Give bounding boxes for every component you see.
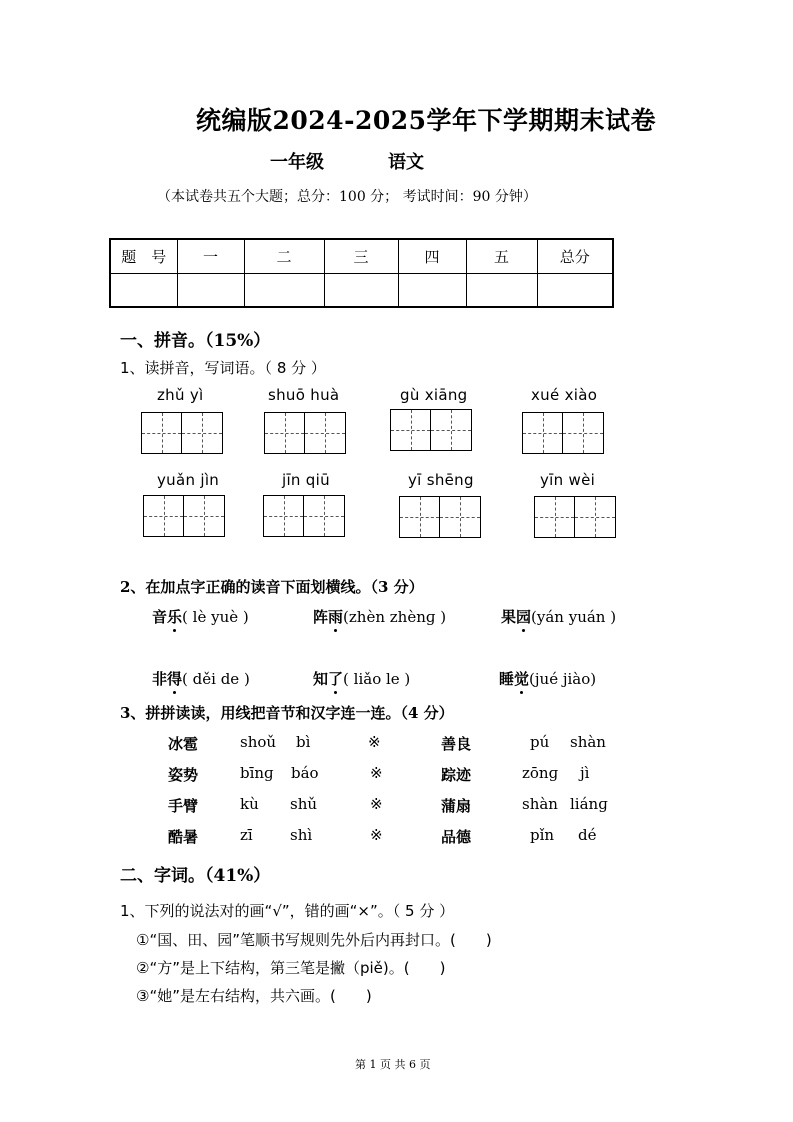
word-char: 阵 [313, 608, 329, 626]
match-syllable[interactable]: báo [291, 764, 319, 782]
dotted-word-item [152, 606, 249, 627]
subject-label: 语文 [388, 152, 424, 173]
match-syllable[interactable]: liánɡ [570, 795, 608, 813]
match-syllable[interactable]: shǔ [290, 795, 318, 813]
true-false-item[interactable]: ②“方”是上下结构，第三笔是撇（piě)。( ) [136, 959, 446, 977]
score-header-cell: 二 [244, 239, 324, 273]
dotted-char: 了 [328, 670, 344, 688]
score-table [109, 238, 614, 308]
writing-grid[interactable] [390, 409, 472, 451]
exam-note: （本试卷共五个大题；总分：100 分； 考试时间：90 分钟） [157, 189, 537, 205]
writing-grid[interactable] [143, 495, 225, 537]
section1-title: 一、拼音。（15%） [120, 331, 271, 351]
pinyin-label: yīn wèi [540, 471, 596, 489]
separator-mark: ※ [370, 764, 383, 782]
score-header-cell: 五 [466, 239, 537, 273]
pinyin-label: shuō huà [268, 386, 340, 404]
score-blank-cell[interactable] [398, 273, 466, 307]
match-word[interactable]: 善良 [441, 735, 472, 753]
match-syllable[interactable]: bīnɡ [240, 764, 274, 782]
reading-options[interactable]: (yán yuán ) [531, 608, 617, 626]
score-header-cell: 三 [324, 239, 398, 273]
match-word[interactable]: 姿势 [168, 766, 199, 784]
grade-label: 一年级 [270, 152, 324, 173]
writing-grid[interactable] [264, 412, 346, 454]
score-blank-cell[interactable] [324, 273, 398, 307]
dotted-word-item [499, 668, 596, 689]
pinyin-label: xué xiào [531, 386, 598, 404]
dotted-word-item [313, 606, 446, 627]
pinyin-label: gù xiāng [400, 386, 468, 404]
dotted-char: 觉 [514, 670, 530, 688]
match-syllable[interactable]: zōnɡ [522, 764, 559, 782]
score-blank-cell[interactable] [177, 273, 244, 307]
true-false-item[interactable]: ③“她”是左右结构，共六画。( ) [136, 987, 372, 1005]
s2-q1-prompt: 1、下列的说法对的画“√”，错的画“×”。（ 5 分 ） [120, 902, 455, 920]
score-table-header-row [110, 239, 613, 273]
score-blank-cell[interactable] [110, 273, 177, 307]
q2-prompt: 2、在加点字正确的读音下面划横线。（3 分） [120, 578, 424, 596]
match-word[interactable]: 踪迹 [441, 766, 472, 784]
dotted-char: 得 [167, 670, 183, 688]
q1-prompt: 1、读拼音，写词语。（ 8 分 ） [120, 359, 326, 377]
exam-title: 统编版2024-2025学年下学期期末试卷 [196, 106, 657, 135]
q3-prompt: 3、拼拼读读，用线把音节和汉字连一连。（4 分） [120, 704, 454, 722]
true-false-item[interactable]: ①“国、田、园”笔顺书写规则先外后内再封口。( ) [136, 931, 492, 949]
match-syllable[interactable]: shàn [522, 795, 558, 813]
pinyin-label: yuǎn jìn [157, 471, 220, 489]
match-syllable[interactable]: shoǔ [240, 733, 277, 751]
match-syllable[interactable]: dé [578, 826, 597, 844]
match-word[interactable]: 蒲扇 [441, 797, 472, 815]
score-header-cell: 四 [398, 239, 466, 273]
match-syllable[interactable]: shì [290, 826, 313, 844]
match-syllable[interactable]: zī [240, 826, 253, 844]
score-blank-cell[interactable] [244, 273, 324, 307]
reading-options[interactable]: (zhèn zhènɡ ) [343, 608, 447, 626]
match-syllable[interactable]: pǐn [530, 826, 555, 844]
match-word[interactable]: 手臂 [168, 797, 199, 815]
score-header-cell: 一 [177, 239, 244, 273]
match-syllable[interactable]: bì [296, 733, 311, 751]
word-char: 音 [152, 608, 168, 626]
score-header-cell: 题 号 [110, 239, 177, 273]
writing-grid[interactable] [534, 496, 616, 538]
match-syllable[interactable]: jì [580, 764, 590, 782]
page-number: 第 1 页 共 6 页 [355, 1058, 431, 1071]
writing-grid[interactable] [399, 496, 481, 538]
score-blank-cell[interactable] [466, 273, 537, 307]
pinyin-label: yī shēng [408, 471, 474, 489]
section2-title: 二、字词。（41%） [120, 866, 271, 886]
match-word[interactable]: 酷暑 [168, 828, 199, 846]
pinyin-label: zhǔ yì [157, 386, 204, 404]
reading-options[interactable]: ( děi de ) [182, 670, 250, 688]
dotted-char: 雨 [328, 608, 344, 626]
word-char: 知 [313, 670, 329, 688]
match-word[interactable]: 冰雹 [168, 735, 199, 753]
word-char: 睡 [499, 670, 515, 688]
writing-grid[interactable] [263, 495, 345, 537]
word-char: 非 [152, 670, 168, 688]
separator-mark: ※ [370, 795, 383, 813]
reading-options[interactable]: (jué jiào) [529, 670, 597, 688]
match-syllable[interactable]: shàn [570, 733, 606, 751]
dotted-word-item [501, 606, 616, 627]
match-word[interactable]: 品德 [441, 828, 472, 846]
score-header-cell: 总分 [537, 239, 613, 273]
separator-mark: ※ [368, 733, 381, 751]
match-syllable[interactable]: pú [530, 733, 550, 751]
word-char: 果 [501, 608, 517, 626]
score-blank-cell[interactable] [537, 273, 613, 307]
pinyin-label: jīn qiū [282, 471, 330, 489]
dotted-char: 乐 [167, 608, 183, 626]
reading-options[interactable]: ( liǎo le ) [343, 670, 411, 688]
writing-grid[interactable] [522, 412, 604, 454]
score-table-blank-row [110, 273, 613, 307]
separator-mark: ※ [370, 826, 383, 844]
dotted-word-item [313, 668, 410, 689]
writing-grid[interactable] [141, 412, 223, 454]
reading-options[interactable]: ( lè yuè ) [182, 608, 249, 626]
dotted-char: 园 [516, 608, 532, 626]
match-syllable[interactable]: kù [240, 795, 259, 813]
dotted-word-item [152, 668, 250, 689]
